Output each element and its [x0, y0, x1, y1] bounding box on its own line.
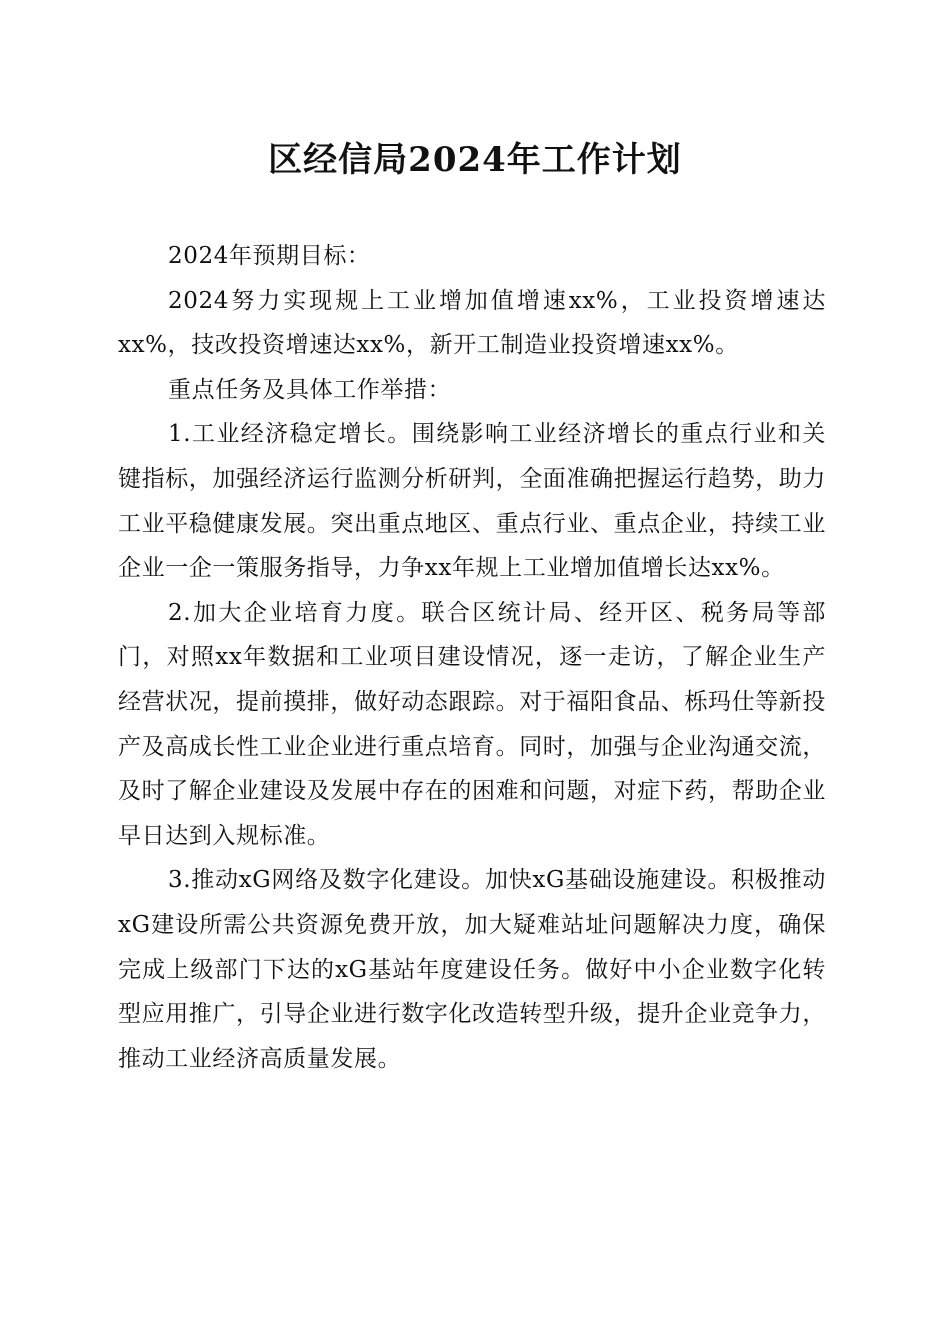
- page-title: 区经信局2024年工作计划: [268, 140, 682, 180]
- document-body: [118, 234, 826, 1081]
- paragraph-task-1: 1.工业经济稳定增长。围绕影响工业经济增长的重点行业和关键指标，加强经济运行监测分析研判，全面准确把握运行趋势，助力工业平稳健康发展。突出重点地区、重点行业、重点企业，持续工业企业一企一策服务指导，力争xx年规上工业增加值增长达xx%。: [118, 421, 826, 582]
- paragraph-tasks-heading: 重点任务及具体工作举措：: [168, 376, 452, 403]
- paragraph-task-3: 3.推动xG网络及数字化建设。加快xG基础设施建设。积极推动xG建设所需公共资源免费开放，加大疑难站址问题解决力度，确保完成上级部门下达的xG基站年度建设任务。做好中小企业数字化转型应用推广，引导企业进行数字化改造转型升级，提升企业竞争力，推动工业经济高质量发展。: [118, 867, 826, 1072]
- paragraph-task-2: 2.加大企业培育力度。联合区统计局、经开区、税务局等部门，对照xx年数据和工业项目建设情况，逐一走访，了解企业生产经营状况，提前摸排，做好动态跟踪。对于福阳食品、栎玛仕等新投产及高成长性工业企业进行重点培育。同时，加强与企业沟通交流，及时了解企业建设及发展中存在的困难和问题，对症下药，帮助企业早日达到入规标准。: [118, 599, 826, 849]
- paragraph-goals: 2024努力实现规上工业增加值增速xx%，工业投资增速达xx%，技改投资增速达xx%，新开工制造业投资增速xx%。: [118, 287, 826, 359]
- paragraph-goals-heading: 2024年预期目标：: [168, 243, 371, 269]
